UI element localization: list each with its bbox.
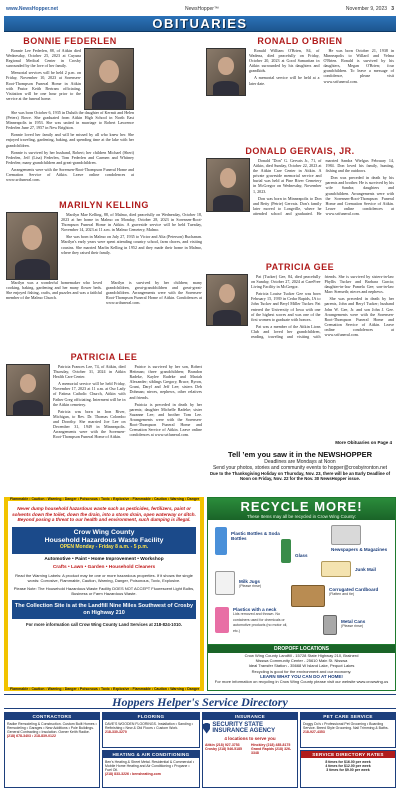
insurance-name: SECURITY STATE INSURANCE AGENCY — [212, 722, 276, 734]
recycle-item — [239, 579, 284, 590]
directory-body: Ben's Heating & Sheet Metal. Residential & Commercial • Mobile Home Heating and Air Conditioning • Propane • Fuel Oil. — [105, 759, 195, 773]
directory-heading: HEATING & AIR CONDITIONING — [103, 751, 199, 758]
hhw-county: Crow Wing County — [73, 528, 135, 536]
plastic-bottle-icon — [215, 607, 229, 633]
submission-text: Send your photos, stories and community events to hopper@crosbyironton.net — [212, 465, 388, 471]
directory-insurance — [202, 712, 298, 788]
recycle-item-label: Plastics with a neck — [233, 607, 277, 612]
recycle-note: Recycling is good for the environment and our economy. — [251, 669, 352, 674]
recycle-items — [211, 523, 392, 641]
recycle-item — [341, 619, 391, 630]
obit-paragraph: Bonnie loved her family and will be missed by all who knew her. She enjoyed traveling, gardening, baking, and spending time at the lake with her grandchildren. — [6, 132, 134, 148]
recycle-header — [208, 498, 395, 520]
tell-us-headline: Tell ’em you saw it in the NEWSHOPPER — [227, 450, 373, 459]
recycle-item: Glass — [295, 553, 308, 558]
hhw-category-row: Automotive • Paint • Home Improvement • Workshop — [44, 557, 164, 563]
obit-paragraph: She was born October 6, 1935 in Duluth the daughter of Kermit and Helen (Peters) Bowe. She graduated from Aitkin High School in North East Minneapolis in 1953. She was united in marriage to Robert Lawrence Federlen June 27, 1957 in New Brighton. — [6, 110, 134, 131]
recycle-item — [233, 607, 295, 634]
recycle-item-label: Milk Jugs — [239, 579, 260, 584]
newspaper-icon — [331, 525, 361, 545]
dropoff-location: Nisswa Community Center - 25610 Main St. Nisswa — [255, 658, 348, 663]
recycle-title: RECYCLE MORE! — [240, 499, 363, 514]
recycle-item: Newspapers & Magazines — [331, 547, 388, 552]
directory-phone[interactable]: 218-330-3270 — [105, 730, 127, 735]
hhw-title — [12, 527, 196, 554]
dropoff-location: Ideal Transfer Station - 35668 W Island Lake, Pequot Lakes — [248, 663, 355, 668]
obit-paragraph: Marilyn is survived by her children; many grandchildren, great-grandchildren and great-great-grandchildren. Arrangements were with the Sorensen-Root-Thompson Funeral Home of Aitkin. Condolences at www.srtfuneral.com. — [106, 280, 202, 306]
shield-icon — [203, 723, 210, 734]
directory-heading: INSURANCE — [203, 713, 297, 720]
obit-paragraph: Pat was a member of the Aitkin Lions Club and loved her grandchildren, reading, traveling and visiting with friends. She is survived by sisters-in-law Phyllis Tucker and Barbara Garcia; daughter-in-law Pamela Gee; son-in-law Marc Stenseth; nieces and nephews. — [251, 274, 394, 340]
rate-line: 8 times for $16.00 per week — [325, 759, 371, 764]
hazardous-waste-ad — [4, 497, 204, 691]
site-url[interactable]: www.NewsHopper.net — [6, 6, 59, 12]
directory-body: Doggy Do's • Professional Pet Grooming • Boarding Service. Breed Style Grooming. Nail Trimming & Baths. — [303, 721, 389, 730]
insurance-phone[interactable]: Hinckley (218) 485-8175 — [251, 742, 291, 747]
obit-bonnie-federlen — [6, 36, 134, 184]
insurance-phone[interactable]: Grand Rapids (218) 326-3348 — [251, 746, 292, 756]
obit-paragraph: Patricia is preceded in death by her parents; daughter Michelle Radeke; sister Suzanne Lee; and brother Tom Lee. Arrangements were with the Sorensen-Root-Thompson Funeral Home and Cremation Service of Aitkin. Leave online condolences at www.srtfuneral.com. — [129, 401, 202, 438]
rate-line: 4 times for $12.00 per week — [325, 763, 371, 768]
recycle-item-note: (Flatten and tie) — [329, 592, 355, 597]
obit-paragraph: Don was born in Minneapolis to Don and Betty (Petrie) Gervais. Don's family later moved to Longville, where he attended school and graduated. He married Sandra Wielgus February 14, 1984. Don loved his family, hunting, fishing and the outdoors. — [253, 158, 394, 216]
obit-paragraph: Patricia Louise Tucker Gee was born February 15, 1939 in Cedar Rapids, IA to John Tucker and Beryl Miller Tucker. Pat entered the University of Iowa with one of the highest scores and was one of the first women to graduate with honors. — [251, 291, 321, 322]
warning-border-text: Flammable • Caution • Warning • Danger • Poisonous • Toxic • Explosive • Flammable • Caution • Warning • Danger — [10, 687, 200, 691]
directory-contractors — [4, 712, 100, 788]
obit-name: PATRICIA GEE — [265, 262, 335, 272]
directory-heading: PET CARE SERVICE — [301, 713, 395, 720]
recycle-item-label: Corrugated Cardboard — [329, 587, 379, 592]
obit-name: MARILYN KELLING — [59, 200, 149, 210]
obit-ronald-obrien — [206, 36, 394, 96]
recycle-subtitle: These Items may all be recycled in Crow Wing County: — [246, 514, 357, 519]
recycle-item-note: (Please rinse) — [341, 624, 364, 629]
obit-photo — [6, 364, 50, 416]
obit-paragraph: Bonnie is survived by her husband, Robert; her children Michael (Sheri) Federlen, Jeff (Lisa) Federlen, Tom Federlen and Carmen and Whitney Federlen; many grandchildren and great-grandchildren. — [6, 149, 134, 165]
directory-body: Radke Remodeling & Construction. Custom Built Homes • Remodeling • Garages • New Additions • Pole Buildings. General Contracting • Insulation. Owner Keith Radke. — [7, 721, 97, 735]
insurance-phone[interactable]: Crosby (218) 546-5185 — [205, 746, 242, 751]
hhw-category-row: Crafts • Lawn • Garden • Household Cleaners — [52, 565, 156, 571]
obit-paragraph: Bonnie Lee Federlen, 88, of Aitkin died Wednesday, October 25, 2023 at Cuyuna Regional Medical Center in Crosby surrounded by the love of her family. — [6, 48, 81, 69]
obit-paragraph: Memorial services will be held 2 p.m. on Friday, November 10, 2023 at Sorensen-Root-Thompson Funeral Home in Aitkin with Pastor Keith Bertram officiating. Visitation will be one hour prior to the service at the funeral home. — [6, 70, 81, 101]
obit-name: PATRICIA LEE — [70, 352, 138, 362]
obit-paragraph: Ronald William O'Brien, 84, of Wadena, died peacefully on Friday, October 20, 2023 at Good Samaritan in Aitkin surrounded by his daughters and grandkids. — [249, 48, 320, 74]
obit-paragraph: Donald "Don" G. Gervais Jr., 71, of Aitkin, died Sunday, October 22, 2023 at the Aitkin Care Center in Aitkin. A private graveside memorial service and burial was held at Pine River Cemetery in McGregor on Wednesday, November 1, 2023. — [253, 158, 322, 194]
recycle-item-note: (Please rinse) — [239, 584, 262, 589]
directory-phone[interactable]: (218) 833-3226 • bensheating.com — [105, 772, 161, 777]
obit-paragraph: Patricia Frances Lee, 74, of Aitkin, died Thursday, October 31, 2024 in Aitkin Health Care Center. — [53, 364, 126, 380]
dropoff-location: Crow Wing County Landfill - 15728 State Highway 210, Brainerd — [244, 653, 359, 658]
service-directory-title: Hoppers Helper's Service Directory — [4, 694, 396, 709]
directory-body: DAVE'S WOODEN FLOORINGS. Installation • Sanding • Refinishing • New & Old Floors • Custom Work. — [105, 721, 193, 730]
directory-heating — [102, 750, 200, 788]
hhw-info-phone: For more information call Crow Wing County Land Services at 218-824-1010. — [26, 622, 182, 628]
directory-heading: CONTRACTORS — [5, 713, 99, 720]
directory-phone[interactable]: 218-927-4353 — [303, 730, 325, 735]
obit-name: DONALD GERVAIS, JR. — [245, 146, 355, 156]
recycle-cta: LEARN WHAT YOU CAN DO AT HOME! — [260, 674, 343, 679]
holiday-deadline: Due to the Thanksgiving Holiday on Thursday, Nov. 23, there will be an Early Deadline of Noon on Friday, Nov. 22 for the Nov. 30 NewsHopper issue. — [209, 471, 391, 481]
obit-photo — [206, 158, 250, 212]
page-number: 3 — [391, 6, 394, 12]
obit-patricia-gee — [206, 262, 394, 339]
obit-donald-gervais — [206, 146, 394, 217]
obituaries-banner — [4, 16, 396, 32]
obit-paragraph: He was born October 21, 1938 in Minneapolis to Willard and Velma O'Brien. Ronald is survived by his daughters, Megan O'Brien; four grandchildren. To leave a message of condolence, please visit www.srtfuneral.com. — [323, 48, 394, 84]
milk-jug-icon — [215, 571, 235, 595]
directory-rates — [300, 750, 396, 788]
obit-patricia-lee — [6, 352, 202, 440]
recycle-item: Junk Mail — [355, 567, 376, 572]
obit-paragraph: A memorial service will be held at a later date. — [249, 75, 320, 86]
recycle-item-note: Lids removed and thrown. No containers used for chemicals or automotive products (no motor oil, etc.) — [233, 612, 288, 633]
obit-photo — [84, 48, 134, 110]
warning-border-text: Flammable • Caution • Warning • Danger • Poisonous • Toxic • Explosive • Flammable • Caution • Warning • Danger — [10, 497, 200, 501]
bottle-icon — [215, 527, 227, 555]
recycle-website[interactable]: For more information on recycling in Crow Wing County please visit our website www.crowwing.us — [214, 679, 389, 684]
recycle-item-label: Metal Cans — [341, 619, 366, 624]
hhw-collection-site: The Collection Site is at the Landfill Nine Miles Southwest of Crosby on Highway 210 — [12, 600, 196, 619]
obit-paragraph: She was preceded in death by her parents, John and Beryl Tucker; husband John W. Gee, Jr. and son John J. Gee. Arrangements were with the Sorensen-Root-Thompson Funeral Home and Cremation Service of Aitkin. Leave online condolences at www.srtfuneral.com. — [324, 296, 394, 338]
deadline-text: Deadlines are Mondays at Noon — [264, 459, 336, 465]
see-more-link[interactable]: More Obituaries on Page 4 — [335, 440, 392, 445]
tell-us-box — [206, 450, 394, 492]
obit-paragraph: Patrice is survived by her son, Robert Heitman; three grandchildren; Brandon Radeke, Kaylee Radeke and Mariah Alexander; siblings Gregory, Bruce, Byron, Grant, Daryl and Jeff Lee; sisters Deb Dohman; nieces, nephews, other relatives and friends. — [129, 364, 202, 400]
recycle-item — [329, 587, 393, 598]
hhw-hours: OPEN Monday - Friday 8 a.m. - 5 p.m. — [59, 544, 149, 551]
envelope-icon — [321, 561, 351, 577]
obit-paragraph: Patricia was born in Iron River, Michigan, to Rev. Dr. Thomas Colombo and Dorothy. She married Joe Lee on December 31, 1949 in Minneapolis. Arrangements were with the Sorensen-Root-Thompson Funeral Home of Aitkin. — [53, 408, 126, 440]
recycle-item: Plastic Bottles & Soda Bottles — [231, 531, 280, 542]
insurance-logo — [203, 722, 297, 734]
obit-photo — [6, 212, 58, 280]
obit-paragraph: She was born in Malmo on July 27, 1935 to Victor and Alta (Peterson) Buchanan. Marilyn's early years were spent attending country school, farm chores, and visiting cousins. She married Marlin Kelling in 1952 and they made their home in Malmo, where they raised their family. — [61, 234, 202, 255]
hhw-warning-labels: Read the Warning Labels: A product may be one or more hazardous properties. If it shows the single words: Corrosive, Flammable, Caution, Warning, Danger, Poisonous, Toxic, Explosive. — [15, 573, 193, 584]
insurance-locations: 4 locations to serve you — [224, 736, 276, 741]
header-logo: NewsHopper™ — [185, 6, 219, 12]
glass-bottle-icon — [281, 539, 291, 563]
cardboard-box-icon — [291, 585, 325, 607]
dropoff-title: DROPOFF LOCATIONS — [208, 645, 395, 653]
insurance-phone[interactable]: Aitkin (218) 927-3753 — [205, 742, 240, 747]
rate-line: 3 times for $9.00 per week — [326, 768, 370, 773]
directory-flooring — [102, 712, 200, 748]
hhw-not-accepted: Please Note: The Household Hazardous Waste Facility DOES NOT ACCEPT Fluorescent Light Bulbs, Business or Farm Hazardous Waste. — [13, 586, 195, 597]
obit-photo — [206, 274, 248, 326]
obit-paragraph: Pat (Tucker) Gee, 84, died peacefully on Sunday, October 27, 2024 at CareFree Living Facility in McGregor. — [251, 274, 321, 290]
directory-heading: FLOORING — [103, 713, 199, 720]
obit-marilyn-kelling — [6, 200, 202, 305]
directory-heading: SERVICE DIRECTORY RATES — [301, 751, 395, 758]
obit-paragraph: Marilyn was a wonderful homemaker who loved cooking, baking, gardening and her many flower beds. She enjoyed fishing, crafts, and puzzles and was a faithful member of the Malmo Church. — [6, 280, 102, 301]
hhw-subtitle: Household Hazardous Waste Facility — [44, 536, 164, 544]
banner-title: OBITUARIES — [152, 16, 248, 31]
obit-name: BONNIE FEDERLEN — [23, 36, 117, 46]
dropoff-section — [208, 644, 395, 690]
directory-phone[interactable]: (218) 678-3403 • 218-839-0122 — [7, 734, 56, 739]
directory-pet-care — [300, 712, 396, 748]
dumping-warning: Never dump household hazardous waste such as pesticides, fertilizers, paint or solvents down the toilet, down the drain, into a storm drain, open waterway or ditch. Beyond posing a threat to our health and environment, such dumping is illegal. — [12, 506, 196, 523]
page-header — [6, 4, 394, 14]
obit-photo — [206, 48, 246, 96]
recycle-ad — [207, 497, 396, 691]
obit-paragraph: Marilyn Mae Kelling, 88, of Malmo, died peacefully on Wednesday, October 18, 2023 at her home in Malmo on Monday, October 28, 2023 in Sorensen-Root-Thompson Funeral Home in Aitkin. A graveside service will be held Tuesday, November 14, 2023 at 11 a.m. in Malmo Cemetery, Malmo. — [61, 212, 202, 233]
header-date: November 9, 2023 — [345, 6, 388, 12]
obit-paragraph: Arrangements were with the Sorensen-Root-Thompson Funeral Home and Cremation Service of Aitkin. Leave online condolences at www.srtfuneral.com. — [6, 166, 134, 183]
obit-paragraph: A memorial service will be held Friday, November 17, 2023 at 11 a.m. at Our Lady of Fatima Catholic Church, Aitkin with Father Greg officiating. Interment will be in the Aitkin cemetery. — [53, 381, 126, 407]
obit-name: RONALD O'BRIEN — [257, 36, 343, 46]
obit-paragraph: Don was preceded in death by his parents and brother. He is survived by his wife Sandra; daughters and grandchildren. Arrangements were with the Sorensen-Root-Thompson Funeral Home and Cremation Service of Aitkin. Leave online condolences at www.srtfuneral.com. — [325, 175, 394, 216]
metal-can-icon — [323, 615, 337, 635]
